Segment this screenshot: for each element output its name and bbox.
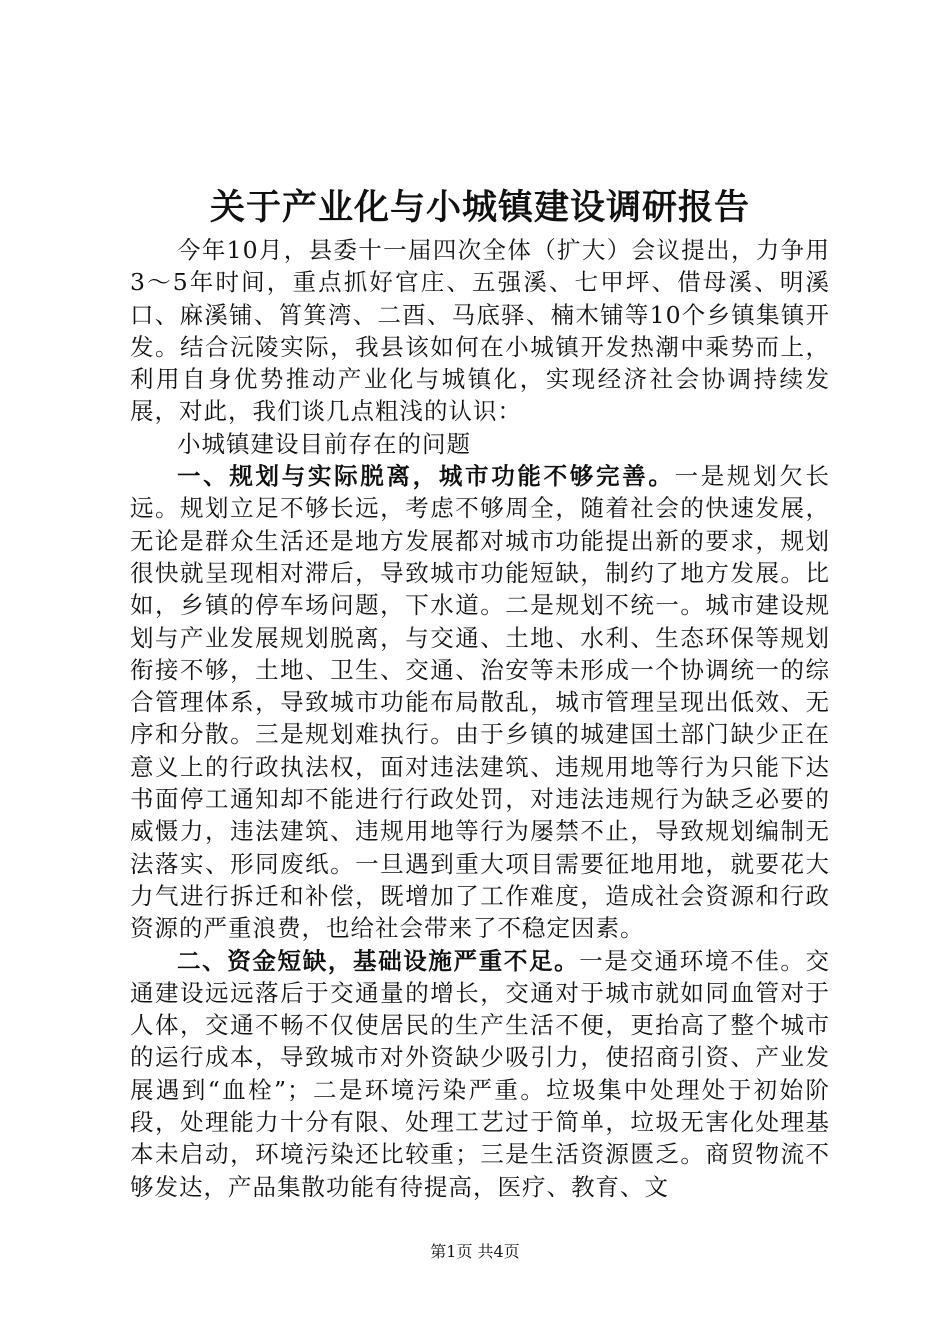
paragraph-lead: 二、资金短缺，基础设施严重不足。 (177, 946, 580, 975)
paragraph-text: 一是规划欠长远。规划立足不够长远，考虑不够周全，随着社会的快速发展，无论是群众生活还是地方发展都对城市功能提出新的要求，规划很快就呈现相对滞后，导致城市功能短缺，制约了地方发展。比如，乡镇的停车场问题，下水道。二是规划不统一。城市建设规划与产业发展规划脱离，与交通、土地、水利、生态环保等规划衔接不够，土地、卫生、交通、治安等未形成一个协调统一的综合管理体系，导致城市功能布局散乱，城市管理呈现出低效、无序和分散。三是规划难执行。由于乡镇的城建国土部门缺少正在意义上的行政执法权，面对违法建筑、违规用地等行为只能下达书面停工通知却不能进行行政处罚，对违法违规行为缺乏必要的威慑力，违法建筑、违规用地等行为屡禁不止，导致规划编制无法落实、形同废纸。一旦遇到重大项目需要征地用地，就要花大力气进行拆迁和补偿，既增加了工作难度，造成社会资源和行政资源的严重浪费，也给社会带来了不稳定因素。 (130, 462, 830, 943)
document-title: 关于产业化与小城镇建设调研报告 (209, 187, 750, 228)
section-heading (130, 428, 830, 460)
document-body (130, 234, 830, 1203)
paragraph-section-2 (130, 945, 830, 1203)
paragraph-intro (130, 234, 830, 428)
page-footer: 第1页 共4页 (430, 1242, 520, 1261)
paragraph-text: 一是交通环境不佳。交通建设远远落后于交通量的增长，交通对于城市就如同血管对于人体，交通不畅不仅使居民的生产生活不便，更抬高了整个城市的运行成本，导致城市对外资缺少吸引力，使招商引资、产业发展遇到“血栓”；二是环境污染严重。垃圾集中处理处于初始阶段，处理能力十分有限、处理工艺过于简单，垃圾无害化处理基本未启动，环境污染还比较重；三是生活资源匮乏。商贸物流不够发达，产品集散功能有待提高，医疗、教育、文 (130, 946, 831, 1201)
paragraph-text: 今年10月，县委十一届四次全体（扩大）会议提出，力争用3～5年时间，重点抓好官庄、五强溪、七甲坪、借母溪、明溪口、麻溪铺、筲箕湾、二酉、马底驿、楠木铺等10个乡镇集镇开发。结合沅陵实际，我县该如何在小城镇开发热潮中乘势而上，利用自身优势推动产业化与城镇化，实现经济社会协调持续发展，对此，我们谈几点粗浅的认识： (130, 236, 830, 426)
paragraph-text: 小城镇建设目前存在的问题 (177, 429, 471, 458)
paragraph-lead: 一、规划与实际脱离，城市功能不够完善。 (177, 462, 675, 491)
paragraph-section-1 (130, 460, 830, 944)
